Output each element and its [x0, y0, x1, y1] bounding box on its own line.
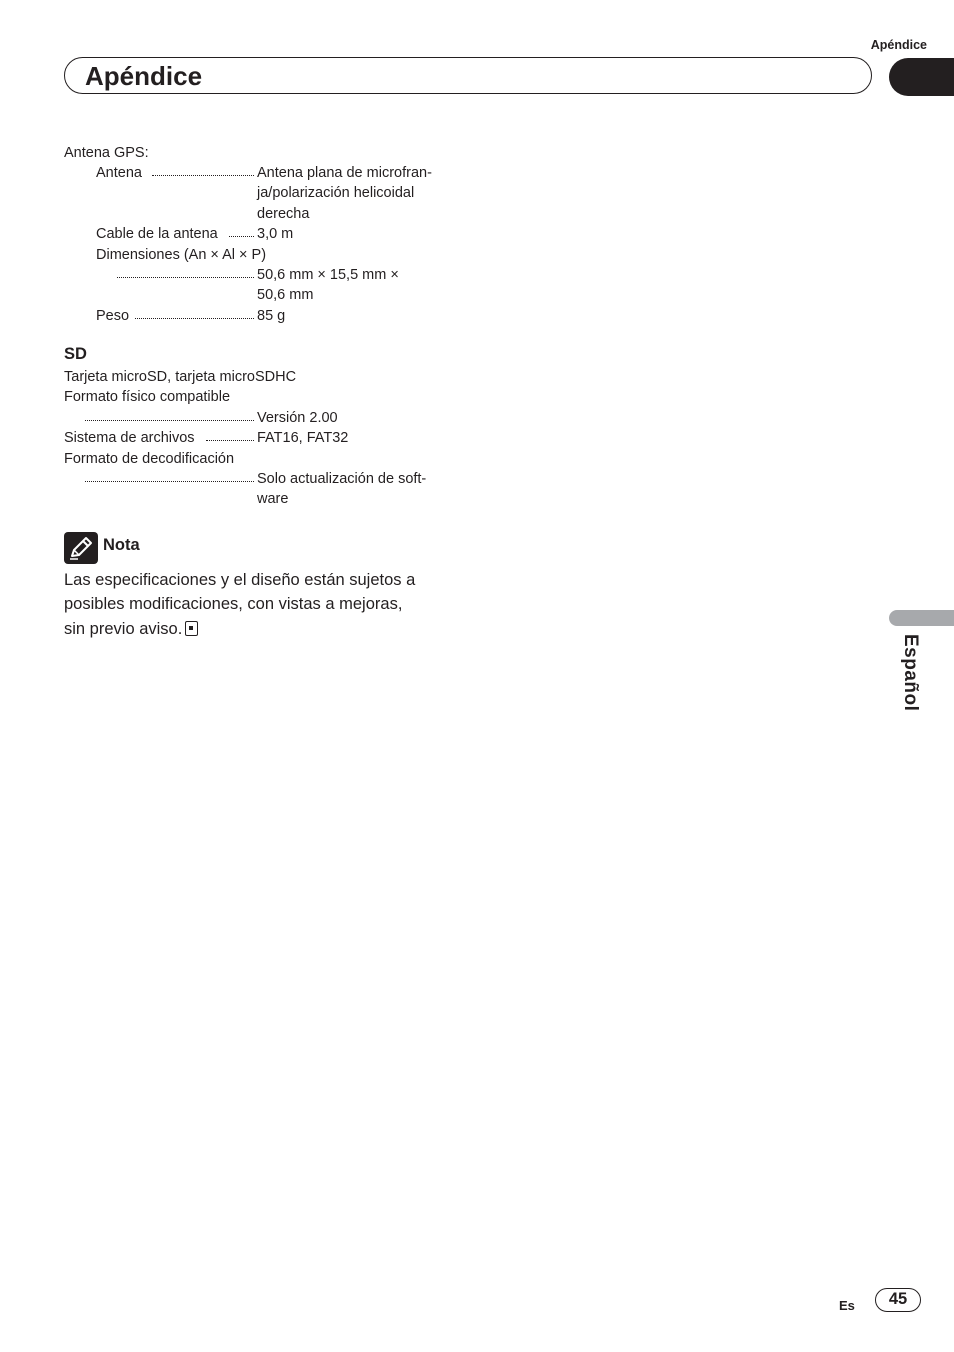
footer-language-code: Es	[839, 1298, 855, 1313]
leader-dots	[85, 420, 254, 421]
weight-value: 85 g	[257, 308, 286, 324]
chapter-tab-marker	[889, 58, 954, 96]
decoding-label: Formato de decodificación	[64, 451, 235, 467]
note-line-2: posibles modificaciones, con vistas a mejoras,	[64, 595, 403, 614]
language-tab-marker	[889, 610, 954, 626]
antenna-value-1: Antena plana de microfran-	[257, 165, 432, 181]
sd-heading: SD	[64, 345, 87, 363]
filesystem-label: Sistema de archivos	[64, 430, 195, 446]
sd-cards: Tarjeta microSD, tarjeta microSDHC	[64, 369, 297, 385]
note-title: Nota	[103, 536, 140, 554]
antenna-label: Antena	[96, 165, 142, 181]
decoding-value-1: Solo actualización de soft-	[257, 471, 427, 487]
spec-row-decoding	[0, 469, 460, 508]
physical-format-label: Formato físico compatible	[64, 389, 231, 405]
weight-label: Peso	[96, 308, 130, 324]
pencil-note-icon	[64, 532, 98, 564]
page-number: 45	[888, 1290, 908, 1308]
note-line-3: sin previo aviso.	[64, 619, 183, 638]
end-square-icon	[185, 621, 198, 636]
leader-dots	[117, 277, 254, 278]
filesystem-value: FAT16, FAT32	[257, 430, 349, 446]
leader-dots	[206, 440, 254, 441]
note-line-3-wrap	[64, 617, 454, 641]
spec-row-weight	[0, 306, 460, 326]
language-side-label: Español	[900, 634, 921, 712]
cable-value: 3,0 m	[257, 226, 294, 242]
running-header: Apéndice	[870, 38, 927, 52]
leader-dots	[85, 481, 254, 482]
leader-dots	[229, 236, 254, 237]
spec-row-filesystem	[0, 428, 460, 448]
physical-format-value: Versión 2.00	[257, 410, 338, 426]
antenna-value-3: derecha	[257, 205, 310, 222]
leader-dots	[135, 318, 254, 319]
note-line-1: Las especificaciones y el diseño están sujetos a	[64, 571, 416, 589]
dimensions-label: Dimensiones (An × Al × P)	[96, 247, 267, 263]
page-number-badge	[875, 1288, 921, 1312]
spec-row-physical-format	[0, 408, 460, 428]
spec-row-dimensions	[0, 265, 460, 304]
decoding-value-2: ware	[257, 491, 289, 508]
spec-row-cable	[0, 224, 460, 244]
gps-heading: Antena GPS:	[64, 145, 149, 161]
dimensions-value-1: 50,6 mm × 15,5 mm ×	[257, 267, 399, 283]
leader-dots	[152, 175, 254, 176]
dimensions-value-2: 50,6 mm	[257, 287, 314, 304]
note-body	[64, 568, 454, 641]
chapter-title: Apéndice	[85, 61, 203, 91]
chapter-title-bar	[64, 57, 872, 94]
cable-label: Cable de la antena	[96, 226, 218, 242]
spec-row-antenna	[0, 163, 460, 222]
antenna-value-2: ja/polarización helicoidal	[257, 185, 415, 202]
